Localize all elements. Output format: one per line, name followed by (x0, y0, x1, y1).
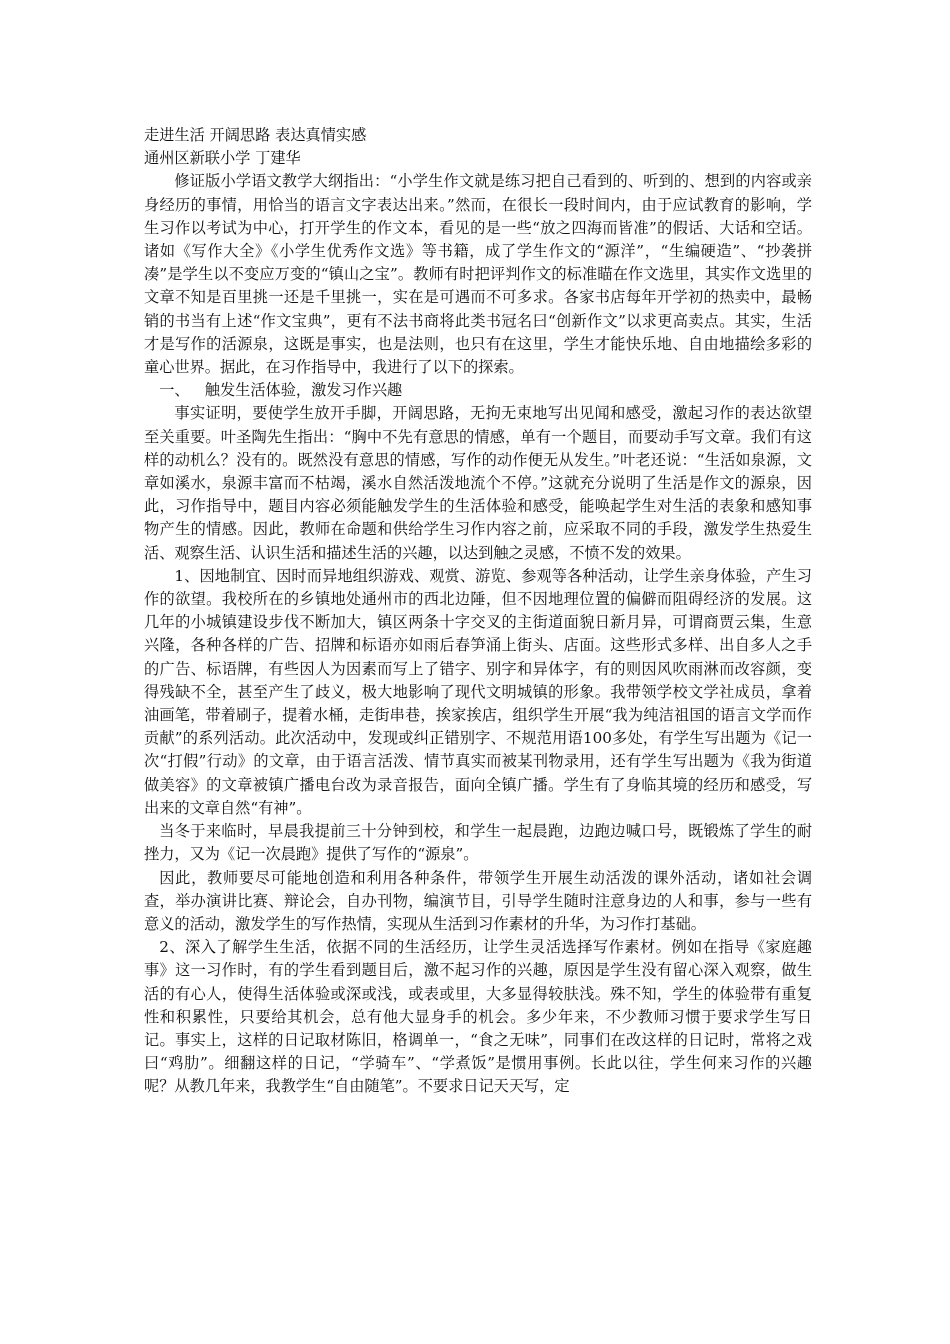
section-heading (144, 379, 812, 402)
body-paragraph: 1、因地制宜、因时而异地组织游戏、观赏、游览、参观等各种活动，让学生亲身体验，产生习作的欲望。我校所在的乡镇地处通州市的西北边陲，但不因地理位置的偏僻而阻碍经济的发展。这几年的小城镇建设步伐不断加大，镇区两条十字交叉的主街道面貌日新月异，可谓商贾云集，生意兴隆，各种各样的广告、招牌和标语亦如雨后春笋涌上街头、店面。这些形式多样、出自多人之手的广告、标语牌，有些因人为因素而写上了错字、别字和异体字，有的则因风吹雨淋而改容颜，变得残缺不全，甚至产生了歧义，极大地影响了现代文明城镇的形象。我带领学校文学社成员，拿着油画笔，带着刷子，提着水桶，走街串巷，挨家挨店，组织学生开展“我为纯洁祖国的语言文学而作贡献”的系列活动。此次活动中，发现或纠正错别字、不规范用语100多处，有学生写出题为《记一次“打假”行动》的文章，由于语言活泼、情节真实而被某刊物录用，还有学生写出题为《我为街道做美容》的文章被镇广播电台改为录音报告，面向全镇广播。学生有了身临其境的经历和感受，写出来的文章自然“有神”。 (144, 566, 812, 817)
body-paragraph: 2、深入了解学生生活，依据不同的生活经历，让学生灵活选择写作素材。例如在指导《家庭趣事》这一习作时，有的学生看到题目后，激不起习作的兴趣，原因是学生没有留心深入观察，做生活的有心人，使得生活体验或深或浅，或表或里，大多显得较肤浅。殊不知，学生的体验带有重复性和积累性，只要给其机会，总有他大显身手的机会。多少年来，不少教师习惯于要求学生写日记。事实上，这样的日记取材陈旧，格调单一，“食之无味”，同事们在改这样的日记时，常将之戏曰“鸡肋”。细翻这样的日记，“学骑车”、“学煮饭”是惯用事例。长此以往，学生何来习作的兴趣呢？从教几年来，我教学生“自由随笔”。不要求日记天天写，定 (144, 938, 812, 1096)
document-title: 走进生活 开阔思路 表达真情实感 (144, 126, 367, 144)
body-paragraph: 因此，教师要尽可能地创造和利用各种条件，带领学生开展生动活泼的课外活动，诸如社会调查，举办演讲比赛、辩论会，自办刊物，编演节目，引导学生随时注意身边的人和事，参与一些有意义的活动，激发学生的写作热情，实现从生活到习作素材的升华，为习作打基础。 (144, 868, 812, 933)
section-number: 一、 (159, 381, 190, 400)
section-title: 触发生活体验，激发习作兴趣 (204, 381, 403, 400)
intro-paragraph: 修证版小学语文教学大纲指出：“小学生作文就是练习把自己看到的、听到的、想到的内容或亲身经历的事情，用恰当的语言文字表达出来。”然而，在很长一段时间内，由于应试教育的影响，学生习作以考试为中心，打开学生的作文本，看见的是一些“放之四海而皆准”的假话、大话和空话。诸如《写作大全》《小学生优秀作文选》等书籍，成了学生作文的“源洋”，“生编硬造”、“抄袭拼凑”是学生以不变应万变的“镇山之宝”。教师有时把评判作文的标准瞄在作文选里，其实作文选里的文章不知是百里挑一还是千里挑一，实在是可遇而不可多求。各家书店每年开学初的热卖中，最畅销的书当有上述“作文宝典”，更有不法书商将此类书冠名曰“创新作文”以求更高卖点。其实，生活才是写作的活源泉，这既是事实，也是法则，也只有在这里，学生才能快乐地、自由地描绘多彩的童心世界。据此，在习作指导中，我进行了以下的探索。 (144, 172, 812, 377)
body-paragraph: 当冬于来临时，早晨我提前三十分钟到校，和学生一起晨跑，边跑边喊口号，既锻炼了学生的耐挫力，又为《记一次晨跑》提供了写作的“源泉”。 (144, 822, 812, 864)
document-author: 通州区新联小学 丁建华 (144, 149, 301, 168)
document-page (144, 124, 812, 1099)
body-paragraph: 事实证明，要使学生放开手脚，开阔思路，无拘无束地写出见闻和感受，激起习作的表达欲望至关重要。叶圣陶先生指出：“胸中不先有意思的情感，单有一个题目，而要动手写文章。我们有这样的动机么？没有的。既然没有意思的情感，写作的动作便无从发生。”叶老还说：“生活如泉源，文章如溪水，泉源丰富而不枯竭，溪水自然活泼地流个不停。”这就充分说明了生活是作文的源泉，因此，习作指导中，题目内容必须能触发学生的生活体验和感受，能唤起学生对生活的表象和感知事物产生的情感。因此，教师在命题和供给学生习作内容之前，应采取不同的手段，激发学生热爱生活、观察生活、认识生活和描述生活的兴趣，以达到触之灵感，不愤不发的效果。 (144, 404, 812, 562)
